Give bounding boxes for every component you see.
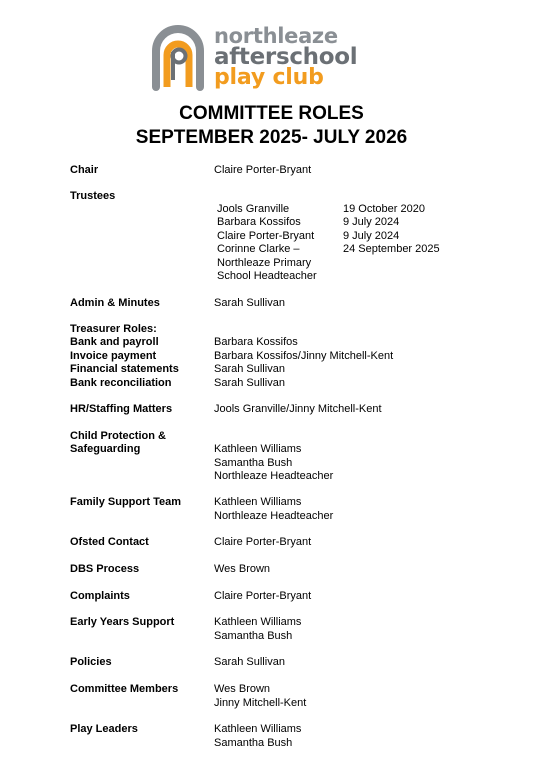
chair-label: Chair xyxy=(70,164,99,176)
early-years-label: Early Years Support xyxy=(70,616,175,628)
logo-line-2: afterschool xyxy=(214,44,358,70)
trustee-name: Northleaze Primary xyxy=(217,256,312,269)
play-leaders-label: Play Leaders xyxy=(70,723,138,735)
committee-members-value: Wes Brown xyxy=(214,683,271,695)
committee-members-value: Jinny Mitchell-Kent xyxy=(214,697,307,709)
trustee-date xyxy=(343,257,440,270)
logo-outer-arch xyxy=(156,29,200,87)
trustees-label: Trustees xyxy=(70,190,116,202)
logo-wordmark xyxy=(214,26,357,89)
treasurer-item-value: Sarah Sullivan xyxy=(214,363,285,375)
child-protection-value: Samantha Bush xyxy=(214,457,293,469)
logo-line-3: play club xyxy=(214,65,324,90)
treasurer-item-label: Invoice payment xyxy=(70,350,157,362)
ofsted-label: Ofsted Contact xyxy=(70,536,149,548)
treasurer-item-value: Barbara Kossifos xyxy=(214,336,298,348)
policies-label: Policies xyxy=(70,656,112,668)
trustee-row xyxy=(217,270,440,283)
early-years-value: Samantha Bush xyxy=(214,630,293,642)
ofsted-value: Claire Porter-Bryant xyxy=(214,536,312,548)
trustee-name: Claire Porter-Bryant xyxy=(217,229,315,242)
trustee-row xyxy=(217,243,440,256)
treasurer-item-label: Bank and payroll xyxy=(70,336,159,348)
child-protection-label: Child Protection & xyxy=(70,430,166,442)
family-support-label: Family Support Team xyxy=(70,496,182,508)
child-protection-value: Kathleen Williams xyxy=(214,443,302,455)
admin-label: Admin & Minutes xyxy=(70,297,160,309)
family-support-value: Northleaze Headteacher xyxy=(214,510,334,522)
play-leaders-value: Kathleen Williams xyxy=(214,723,302,735)
policies-value: Sarah Sullivan xyxy=(214,656,285,668)
treasurer-item-label: Financial statements xyxy=(70,363,179,375)
treasurer-item-value: Sarah Sullivan xyxy=(214,377,285,389)
treasurer-item-label: Bank reconciliation xyxy=(70,377,172,389)
trustee-row xyxy=(217,230,440,243)
trustee-row xyxy=(217,216,440,229)
safeguarding-label: Safeguarding xyxy=(70,443,141,455)
trustee-date xyxy=(343,270,440,283)
committee-members-label: Committee Members xyxy=(70,683,179,695)
trustee-name: School Headteacher xyxy=(217,270,317,283)
trustee-row xyxy=(217,257,440,270)
trustees-table xyxy=(217,203,440,283)
admin-value: Sarah Sullivan xyxy=(214,297,285,309)
trustee-date: 9 July 2024 xyxy=(343,216,400,229)
trustee-name: Corinne Clarke – xyxy=(217,243,300,256)
family-support-value: Kathleen Williams xyxy=(214,496,302,508)
play-leaders-value: Samantha Bush xyxy=(214,737,293,749)
hr-label: HR/Staffing Matters xyxy=(70,403,173,415)
complaints-label: Complaints xyxy=(70,590,130,602)
treasurer-item-value: Barbara Kossifos/Jinny Mitchell-Kent xyxy=(214,350,394,362)
trustee-date: 19 October 2020 xyxy=(343,203,425,215)
dbs-value: Wes Brown xyxy=(214,563,271,575)
trustee-name: Jools Granville xyxy=(217,203,290,215)
logo-p-stem xyxy=(171,52,175,80)
trustee-name: Barbara Kossifos xyxy=(217,216,301,229)
chair-value: Claire Porter-Bryant xyxy=(214,164,312,176)
hr-value: Jools Granville/Jinny Mitchell-Kent xyxy=(214,403,382,415)
document-subtitle: SEPTEMBER 2025- JULY 2026 xyxy=(135,127,408,148)
trustee-row xyxy=(217,203,440,216)
complaints-value: Claire Porter-Bryant xyxy=(214,590,312,602)
trustee-date: 9 July 2024 xyxy=(343,229,400,242)
document-title: COMMITTEE ROLES xyxy=(179,103,364,124)
logo-line-1: northleaze xyxy=(214,24,338,48)
treasurer-label: Treasurer Roles: xyxy=(70,323,157,335)
child-protection-value: Northleaze Headteacher xyxy=(214,470,334,482)
early-years-value: Kathleen Williams xyxy=(214,616,302,628)
dbs-label: DBS Process xyxy=(70,563,140,575)
trustee-date: 24 September 2025 xyxy=(343,243,440,256)
